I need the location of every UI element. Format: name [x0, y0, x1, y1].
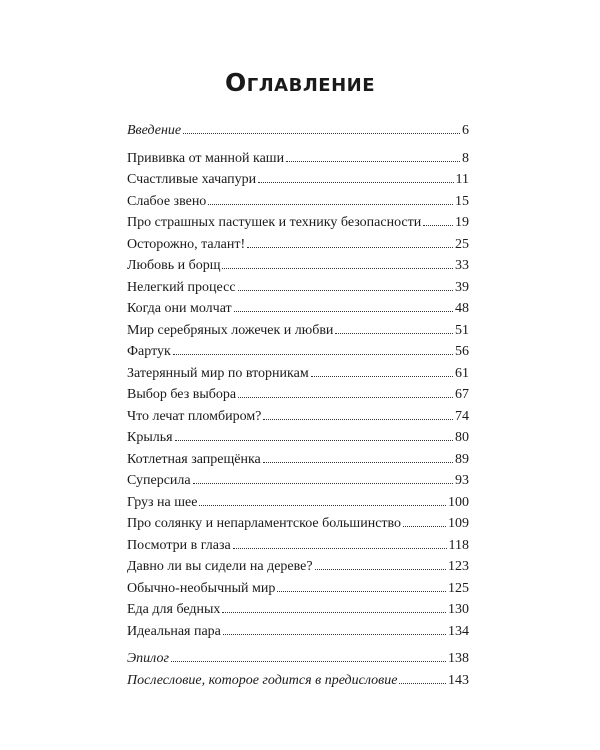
toc-entry-title: Мир серебряных ложечек и любви [127, 322, 334, 338]
toc-entry [127, 320, 469, 342]
toc-entry-page: 93 [455, 473, 469, 488]
dot-leader [238, 290, 453, 291]
toc-entry-title: Фартук [127, 344, 171, 359]
toc-entry-title: Суперсила [127, 473, 191, 488]
toc-entry-page: 80 [455, 430, 469, 445]
toc-entry [127, 535, 469, 557]
toc-entry-title: Выбор без выбора [127, 387, 237, 402]
toc-entry [127, 427, 469, 449]
toc-entry-title: Обычно-необычный мир [127, 580, 276, 596]
toc-entry-page: 51 [455, 322, 469, 338]
toc-entry [127, 578, 469, 600]
toc-entry-title: Про солянку и непарламентское большинство [127, 516, 402, 531]
toc-entry [127, 363, 469, 385]
dot-leader [233, 548, 447, 549]
dot-leader [222, 268, 453, 269]
toc-entry-page: 33 [455, 258, 469, 273]
toc-entry-title: Идеальная пара [127, 623, 221, 639]
toc-entry-page: 74 [455, 408, 469, 424]
dot-leader [423, 225, 453, 226]
toc-entry [127, 449, 469, 471]
toc-entry-title: Послесловие, которое годится в предисловие [127, 672, 398, 688]
dot-leader [199, 505, 446, 506]
dot-leader [222, 612, 446, 613]
toc-entry [127, 470, 469, 492]
toc-entry-title: Еда для бедных [127, 602, 221, 617]
toc-entry-title: Любовь и борщ [127, 258, 221, 273]
toc-entry-title: Прививка от манной каши [127, 150, 285, 166]
dot-leader [286, 161, 460, 162]
dot-leader [175, 440, 453, 441]
dot-leader [335, 333, 453, 334]
toc-entry-title: Котлетная запрещёнка [127, 451, 261, 467]
toc-entry-page: 138 [448, 651, 469, 666]
dot-leader [277, 591, 446, 592]
toc-entry [127, 277, 469, 299]
toc-entry [127, 384, 469, 406]
toc-entry [127, 148, 469, 170]
page-title: Оглавление [225, 68, 375, 97]
toc-entry-page: 109 [448, 516, 469, 531]
dot-leader [238, 397, 453, 398]
toc-entry-page: 56 [455, 344, 469, 359]
toc-entry [127, 492, 469, 514]
toc-entry [127, 298, 469, 320]
toc-entry-title: Давно ли вы сидели на дереве? [127, 559, 313, 574]
toc-entry-title: Посмотри в глаза [127, 537, 231, 553]
toc-entry-page: 134 [448, 623, 469, 639]
dot-leader [171, 661, 446, 662]
toc-entry-page: 39 [455, 279, 469, 295]
dot-leader [173, 354, 453, 355]
toc-entry [127, 255, 469, 277]
dot-leader [247, 247, 453, 248]
toc-entry-page: 19 [455, 215, 469, 230]
dot-leader [263, 419, 453, 420]
toc-entry [127, 621, 469, 643]
toc-entry [127, 556, 469, 578]
toc-entry-epilogue [127, 648, 469, 670]
toc-entry-title: Осторожно, талант! [127, 236, 246, 252]
toc-entry [127, 599, 469, 621]
toc-entry-title: Затерянный мир по вторникам [127, 365, 309, 381]
toc-entry-page: 130 [448, 602, 469, 617]
dot-leader [311, 376, 453, 377]
dot-leader [263, 462, 453, 463]
toc-entry-title: Счастливые хачапури [127, 172, 257, 187]
toc-entry-page: 25 [455, 236, 469, 252]
toc-entry-page: 67 [455, 387, 469, 402]
toc-entry-page: 143 [448, 672, 469, 688]
toc-entry [127, 406, 469, 428]
toc-entry [127, 513, 469, 535]
toc-entry-page: 89 [455, 451, 469, 467]
dot-leader [315, 569, 446, 570]
toc-entry [127, 191, 469, 213]
dot-leader [223, 634, 446, 635]
toc-entry-page: 15 [455, 193, 469, 209]
toc-entry-title: Когда они молчат [127, 301, 232, 316]
toc-entry [127, 212, 469, 234]
dot-leader [208, 204, 453, 205]
toc-entry-title: Эпилог [127, 651, 169, 666]
toc-entry-page: 125 [448, 580, 469, 596]
dot-leader [258, 182, 453, 183]
toc-entry-page: 100 [448, 494, 469, 510]
toc-entry [127, 234, 469, 256]
dot-leader [399, 683, 446, 684]
dot-leader [183, 133, 460, 134]
toc-entry-page: 11 [455, 172, 469, 187]
toc-entry-intro [127, 120, 469, 142]
table-of-contents [127, 120, 469, 691]
dot-leader [403, 526, 446, 527]
toc-entry-title: Крылья [127, 430, 173, 445]
toc-entry-page: 118 [448, 537, 469, 553]
toc-entry-afterword [127, 670, 469, 692]
dot-leader [193, 483, 453, 484]
toc-entry-title: Нелегкий процесс [127, 279, 236, 295]
toc-entry-page: 48 [455, 301, 469, 316]
toc-entry [127, 169, 469, 191]
toc-entry-page: 123 [448, 559, 469, 574]
toc-entry-page: 8 [462, 150, 469, 166]
toc-entry-title: Введение [127, 123, 182, 138]
toc-entry-title: Про страшных пастушек и технику безопасности [127, 215, 422, 230]
toc-entry-page: 6 [462, 123, 469, 138]
toc-entry [127, 341, 469, 363]
dot-leader [234, 311, 453, 312]
toc-entry-page: 61 [455, 365, 469, 381]
toc-entry-title: Что лечат пломбиром? [127, 408, 262, 424]
toc-entry-title: Груз на шее [127, 494, 198, 510]
toc-entry-title: Слабое звено [127, 193, 207, 209]
